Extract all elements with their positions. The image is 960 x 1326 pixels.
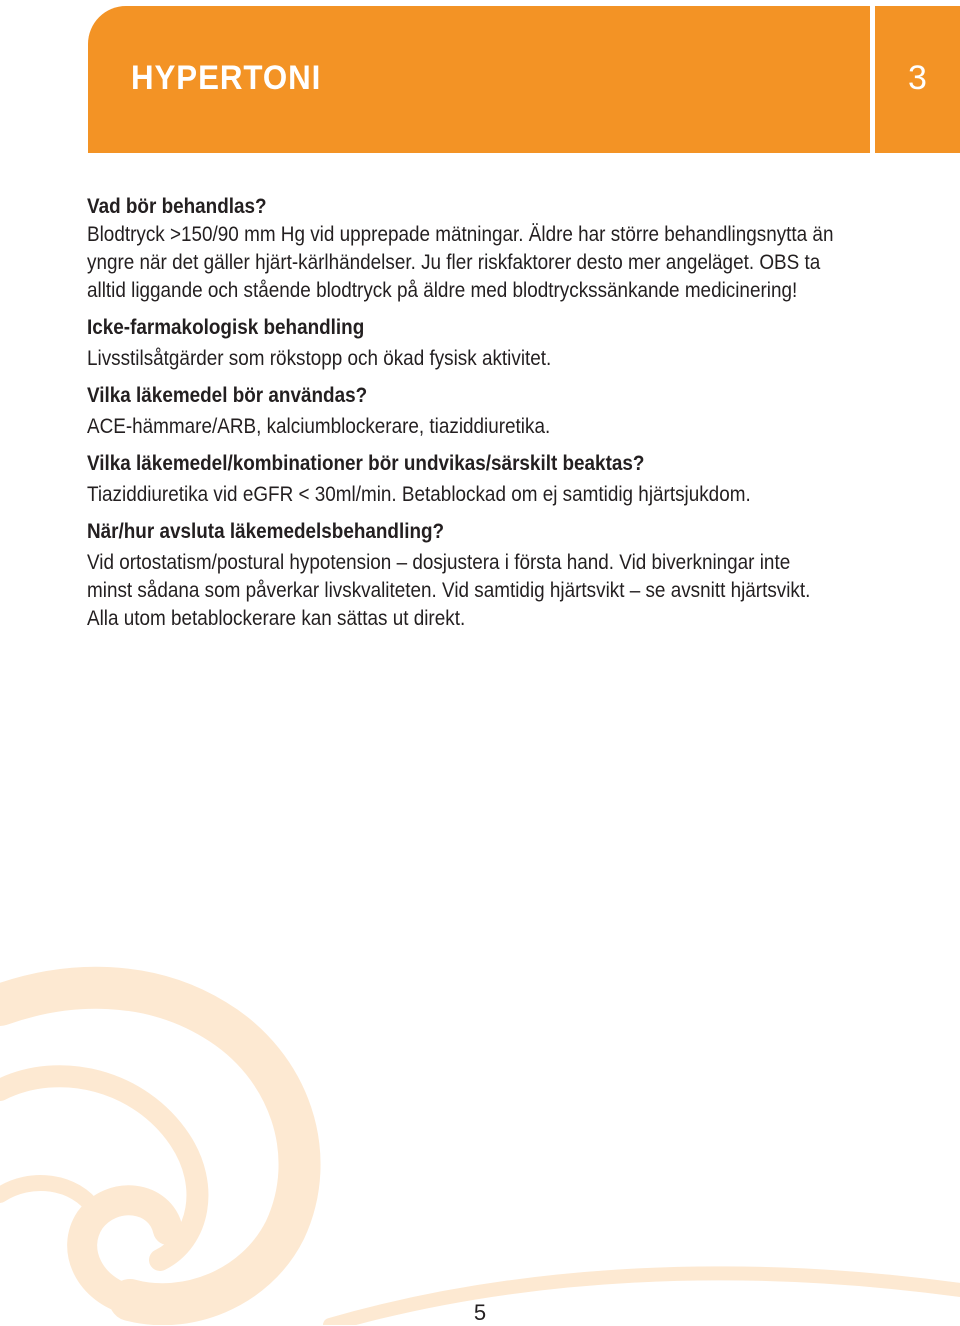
section-discontinuation [87, 518, 897, 633]
body-line: Livsstilsåtgärder som rökstopp och ökad fysisk aktivitet. [87, 347, 552, 370]
section-body [87, 413, 897, 441]
section-heading: Vilka läkemedel/kombinationer bör undvikas/särskilt beaktas? [87, 452, 645, 475]
chapter-number: 3 [908, 59, 927, 97]
section-body [87, 345, 897, 373]
section-body [87, 549, 897, 633]
body-line: alltid liggande och stående blodtryck på äldre med blodtryckssänkande medicinering! [87, 279, 798, 302]
section-drugs-to-avoid [87, 450, 897, 509]
body-line: Alla utom betablockerare kan sättas ut direkt. [87, 607, 466, 630]
section-heading: Vad bör behandlas? [87, 195, 267, 218]
body-line: minst sådana som påverkar livskvaliteten. Vid samtidig hjärtsvikt – se avsnitt hjärtsvikt. [87, 579, 811, 602]
section-body [87, 221, 897, 305]
section-heading: Vilka läkemedel bör användas? [87, 384, 368, 407]
page-number: 5 [473, 1300, 487, 1325]
section-body [87, 481, 897, 509]
body-line: ACE-hämmare/ARB, kalciumblockerare, tiaziddiuretika. [87, 415, 551, 438]
main-content [87, 193, 897, 642]
body-line: Vid ortostatism/postural hypotension – dosjustera i första hand. Vid biverkningar inte [87, 551, 791, 574]
section-non-pharmacological [87, 314, 897, 373]
body-line: Tiaziddiuretika vid eGFR < 30ml/min. Betablockad om ej samtidig hjärtsjukdom. [87, 483, 751, 506]
decorative-swirl [0, 940, 960, 1325]
section-heading: När/hur avsluta läkemedelsbehandling? [87, 520, 445, 543]
chapter-title: HYPERTONI [131, 59, 322, 97]
section-heading: Icke-farmakologisk behandling [87, 316, 365, 339]
body-line: Blodtryck >150/90 mm Hg vid upprepade mätningar. Äldre har större behandlingsnytta än [87, 223, 834, 246]
section-drugs-to-use [87, 382, 897, 441]
section-what-to-treat [87, 193, 897, 305]
body-line: yngre när det gäller hjärt-kärlhändelser. Ju fler riskfaktorer desto mer angeläget. OBS ta [87, 251, 821, 274]
